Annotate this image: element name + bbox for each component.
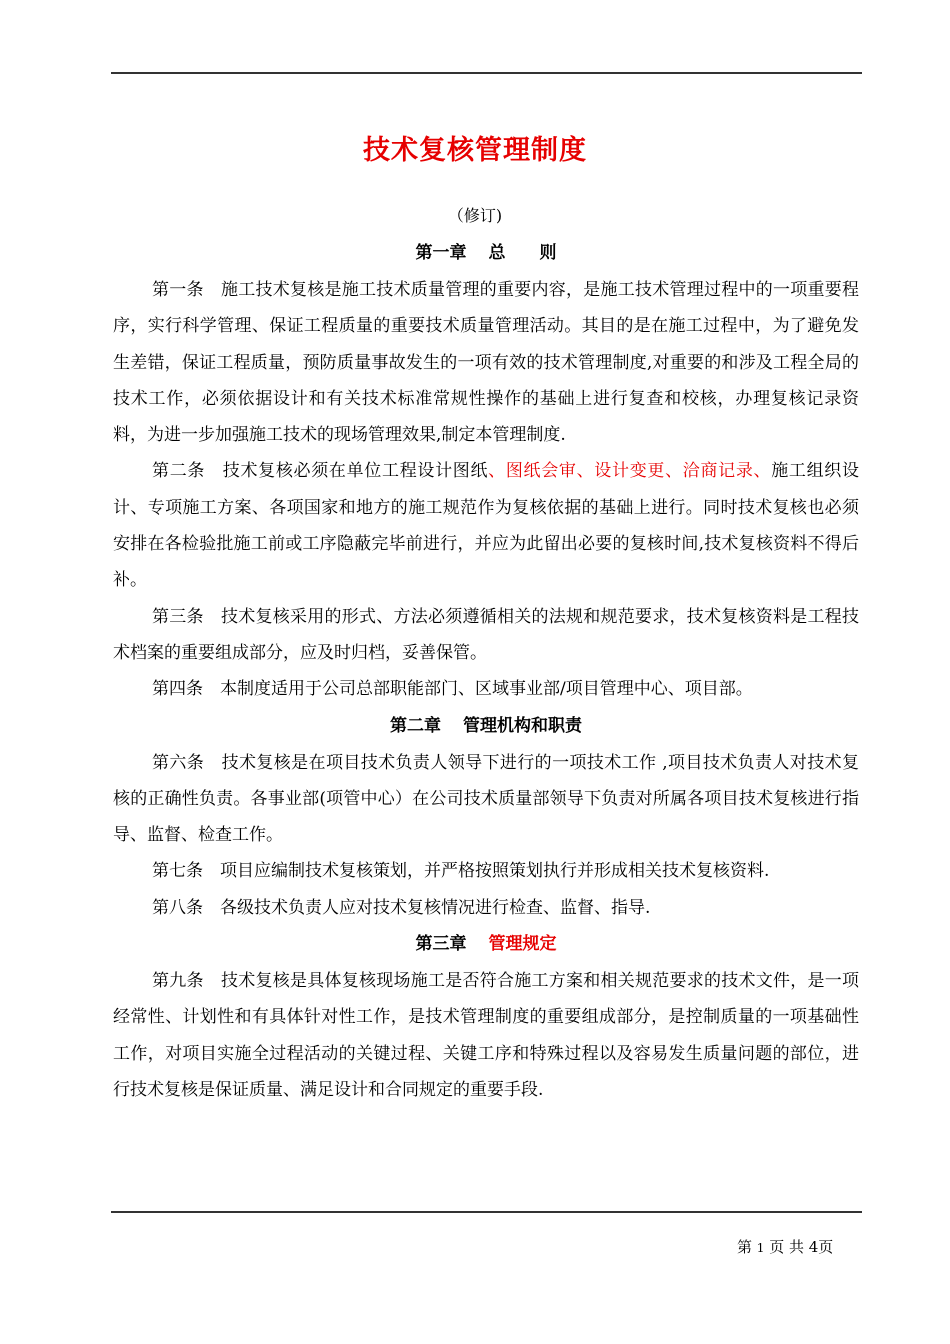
chapter-name: 总 则 (488, 243, 557, 263)
chapter-name: 管理机构和职责 (463, 715, 582, 736)
document-title: 技术复核管理制度 (363, 135, 587, 166)
article-2-highlight: 、图纸会审、设计变更、洽商记录、 (488, 461, 772, 482)
page-number: 1 (756, 1241, 765, 1255)
article-2-text-b: 施工组织设计、专项施工方案、各项国家和地方的施工规范作为复核依据的基础上进行。同时技术复核也必须安排在各检验批施工前或工序隐蔽完毕前进行，并应为此留出必要的复核时间,技术复核资料不得后补。 (113, 461, 860, 591)
chapter-heading-1 (113, 235, 859, 272)
article-9: 第九条 技术复核是具体复核现场施工是否符合施工方案和相关规范要求的技术文件，是一项经常性、计划性和有具体针对性工作，是技术管理制度的重要组成部分，是控制质量的一项基础性工作，对项目实施全过程活动的关键过程、关键工序和特殊过程以及容易发生质量问题的部位，进行技术复核是保证质量、满足设计和合同规定的重要手段. (113, 971, 859, 1100)
chapter-name: 管理规定 (488, 934, 557, 955)
article-7: 第七条 项目应编制技术复核策划，并严格按照策划执行并形成相关技术复核资料. (152, 861, 770, 882)
chapter-number: 第一章 (415, 243, 467, 263)
article-1: 第一条 施工技术复核是施工技术质量管理的重要内容，是施工技术管理过程中的一项重要程序，实行科学管理、保证工程质量的重要技术质量管理活动。其目的是在施工过程中，为了避免发生差错，保证工程质量，预防质量事故发生的一项有效的技术管理制度,对重要的和涉及工程全局的技术工作，必须依据设计和有关技术标准常规性操作的基础上进行复查和校核，办理复核记录资料，为进一步加强施工技术的现场管理效果,制定本管理制度. (113, 280, 859, 446)
chapter-number: 第二章 (390, 715, 441, 736)
chapter-heading-2 (113, 708, 859, 745)
article-4: 第四条 本制度适用于公司总部职能部门、区域事业部/项目管理中心、项目部。 (152, 679, 753, 700)
article-2 (113, 453, 859, 598)
article-2-text-a: 第二条 技术复核必须在单位工程设计图纸 (152, 461, 489, 482)
article-3: 第三条 技术复核采用的形式、方法必须遵循相关的法规和规范要求，技术复核资料是工程技术档案的重要组成部分，应及时归档，妥善保管。 (113, 606, 859, 663)
page-label-suffix: 页 共 4页 (769, 1238, 834, 1256)
document-body (113, 235, 859, 1108)
chapter-number: 第三章 (415, 934, 467, 955)
chapter-heading-3 (113, 926, 859, 963)
article-8: 第八条 各级技术负责人应对技术复核情况进行检查、监督、指导. (152, 897, 651, 918)
header-rule (111, 72, 862, 74)
article-6: 第六条 技术复核是在项目技术负责人领导下进行的一项技术工作 ,项目技术负责人对技术复核的正确性负责。各事业部(项管中心）在公司技术质量部领导下负责对所属各项目技术复核进行指导、监督、检查工作。 (113, 752, 859, 846)
document-subtitle: （修订) (447, 206, 503, 225)
page-footer (737, 1236, 833, 1257)
page-label-prefix: 第 (737, 1238, 753, 1256)
footer-rule (111, 1211, 862, 1213)
